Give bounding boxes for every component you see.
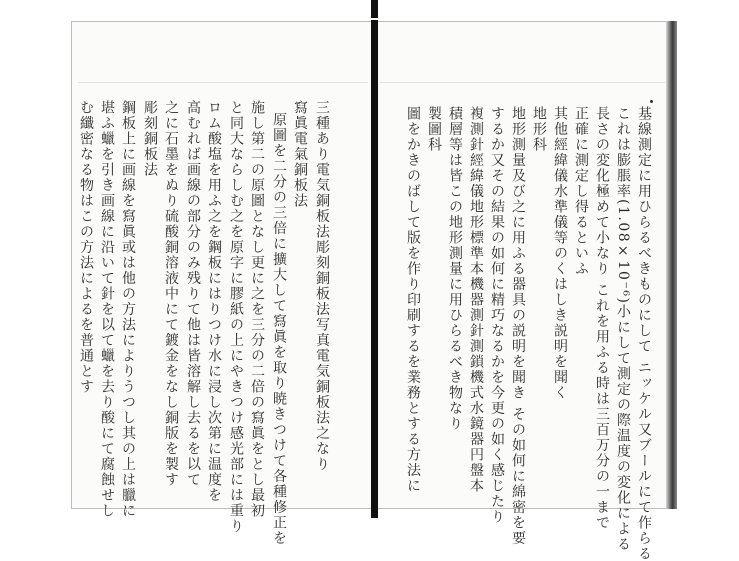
gutter-gap (371, 18, 378, 20)
left-column-11: 堪ふ蠟を引き画線に沿いて針を以て蠟を去り酸にて腐蝕せし (99, 100, 115, 519)
right-column-8: するか又その結果の如何に精巧なるかを今更の如く感じたり (489, 106, 505, 525)
left-column-4: 施し第二の原圖となし更に之を三分の二倍の寫眞をとし最初 (249, 100, 265, 519)
right-header-rule (380, 82, 665, 83)
right-column-5: 其他經緯儀水準儀等のくはしき説明を聞く (552, 106, 568, 401)
left-column-8: 之に石墨をぬり硫酸銅溶液中にて鍍金をなし銅版を製す (163, 100, 179, 488)
left-header-rule (78, 82, 368, 83)
left-column-10: 鋼板上に画線を寫眞或は他の方法によりうつし其の上は臘に (120, 100, 136, 519)
right-column-7: 地形測量及び之に用ふる器具の説明を聞き その如何に綿密を要 (510, 106, 526, 546)
left-column-12: む纖密なる物はこの方法によるを普通とす (78, 100, 94, 395)
right-column-6-heading: 地形科 (531, 106, 547, 153)
right-column-2: これは膨脹率(1.08×10⁻⁶)小にして測定の際温度の変化による (615, 106, 631, 553)
left-column-7: 高むれば画線の部分のみ残りて他は皆溶解し去るを以て (185, 100, 201, 488)
left-column-6: ロム酸塩を用ふ之を鋼板にはりつけ水に浸し次第に温度を (206, 100, 222, 503)
page-edge-shadow (666, 21, 677, 509)
left-column-1: 三種あり電気銅板法彫刻銅板法写真電気銅板法之なり (314, 100, 330, 472)
left-column-9: 彫刻銅板法 (142, 100, 158, 178)
right-column-12: 圖をかきのばして版を作り印刷するを業務とする方法に (405, 106, 421, 494)
right-column-3: 長さの変化極めて小なり これを用ふる時は三百万分の一まで (594, 106, 610, 531)
right-column-9: 複測針經緯儀地形標準本機器測針測鎖機式水鏡器円盤本 (468, 106, 484, 494)
right-column-11-heading: 製圖科 (426, 106, 442, 153)
left-column-5: と同大ならしむ之を原字に膠紙の上にやきつけ感光部には重り (228, 100, 244, 534)
left-column-2: 寫眞電氣銅板法 (292, 100, 308, 209)
paragraph-dot (650, 100, 653, 103)
right-column-1: 基線測定に用ひらるべきものにして ニッケル又ブールにて作らる (636, 106, 652, 561)
book-gutter (371, 0, 378, 518)
right-column-10: 積層等は皆この地形測量に用ひらるべき物なり (447, 106, 463, 432)
right-column-4: 正確に測定し得るといふ (573, 106, 589, 277)
left-column-3: 原圖を二分の三倍に擴大して寫眞を取り暁きつけて各種修正を (271, 112, 287, 546)
